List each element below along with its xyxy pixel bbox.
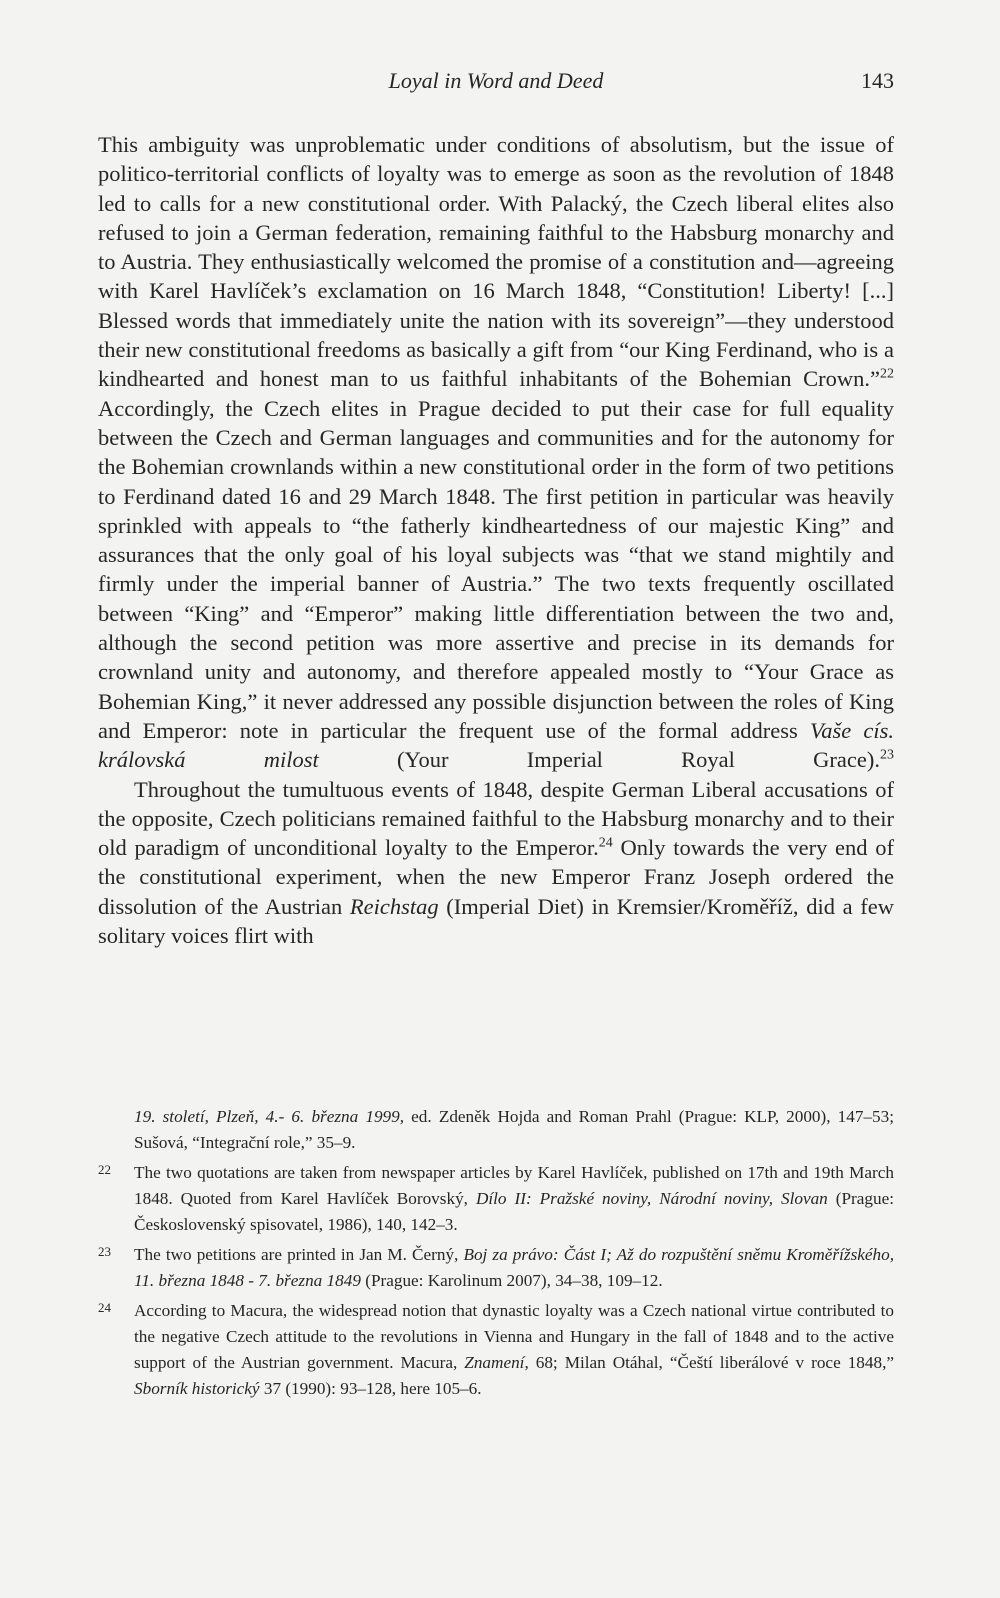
footnote-23 bbox=[98, 1242, 894, 1294]
page-number: 143 bbox=[861, 68, 894, 93]
text-segment: This ambiguity was unproblematic under conditions of absolutism, but the issue of politico-territorial conflicts of loyalty was to emerge as soon as the revolution of 1848 led to calls for a new constitutional order. With Palacký, the Czech liberal elites also refused to join a German federation, remaining faithful to the Habsburg monarchy and to Austria. They enthusiastically welcomed the promise of a constitution and—agreeing with Karel Havlíček’s exclamation on 16 March 1848, “Constitution! Liberty! [...] Blessed words that immediately unite the nation with its sovereign”—they understood their new constitutional freedoms as basically a gift from “our King Ferdinand, who is a kindhearted and honest man to us faithful inhabitants of the Bohemian Crown.” bbox=[98, 132, 894, 392]
footnote-number: 22 bbox=[98, 1162, 111, 1177]
text-segment: Accordingly, the Czech elites in Prague decided to put their case for full equality between the Czech and German languages and communities and for the autonomy for the Bohemian crownlands within a new constitutional order in the form of two petitions to Ferdinand dated 16 and 29 March 1848. The first petition in particular was heavily sprinkled with appeals to “the fatherly kindheartedness of our majestic King” and assurances that the only goal of his loyal subjects was “that we stand mightily and firmly under the imperial banner of Austria.” The two texts frequently oscillated between “King” and “Emperor” making little differentiation between the two and, although the second petition was more assertive and precise in its demands for crownland unity and autonomy, and therefore appealed mostly to “Your Grace as Bohemian King,” it never addressed any possible disjunction between the roles of King and Emperor: note in particular the frequent use of the formal address bbox=[98, 395, 894, 743]
italic-text: Reichstag bbox=[349, 893, 439, 919]
paragraph bbox=[98, 775, 894, 951]
text-segment: (Imperial Diet) in Kremsier/Kroměříž, did a few solitary voices flirt with bbox=[98, 893, 894, 949]
page-header bbox=[98, 66, 894, 96]
text-segment: (Your Imperial Royal Grace). bbox=[318, 747, 880, 773]
italic-text: Vaše cís. královská milost bbox=[98, 717, 894, 773]
footnote-number: 23 bbox=[98, 1244, 111, 1259]
text-segment: Only towards the very end of the constitutional experiment, when the new Emperor Franz Joseph ordered the dissolution of the Austrian bbox=[98, 835, 894, 919]
italic-text: 19. století, Plzeň, 4.- 6. března 1999, bbox=[134, 1107, 405, 1126]
running-title: Loyal in Word and Deed bbox=[388, 68, 604, 93]
text-segment: 37 (1990): 93–128, here 105–6. bbox=[259, 1379, 482, 1398]
text-segment: ed. Zdeněk Hojda and Roman Prahl (Prague: KLP, 2000), 147–53; Sušová, “Integrační role,” 35–9. bbox=[134, 1107, 894, 1152]
footnote-continuation bbox=[98, 1104, 894, 1156]
main-text bbox=[98, 130, 894, 950]
footnote-24 bbox=[98, 1298, 894, 1402]
text-segment: , 68; Milan Otáhal, “Čeští liberálové v roce 1848,” bbox=[524, 1353, 894, 1372]
italic-text: Sborník historický bbox=[134, 1379, 260, 1398]
paragraph bbox=[98, 130, 894, 775]
footnote-number: 24 bbox=[98, 1300, 111, 1315]
footnote-marker: 24 bbox=[598, 835, 613, 851]
text-segment: (Prague: Karolinum 2007), 34–38, 109–12. bbox=[360, 1271, 663, 1290]
text-segment: Throughout the tumultuous events of 1848, despite German Liberal accusations of the opposite, Czech politicians remained faithful to the Habsburg monarchy and to their old paradigm of unconditional loyalty to the Emperor. bbox=[98, 776, 894, 861]
text-segment: The two petitions are printed in Jan M. Černý, bbox=[134, 1245, 464, 1264]
footnote-marker: 23 bbox=[880, 747, 894, 763]
italic-text: Dílo II: Pražské noviny, Národní noviny, Slovan bbox=[475, 1189, 828, 1208]
footnotes bbox=[98, 1104, 894, 1406]
footnote-22 bbox=[98, 1160, 894, 1238]
text-segment: The two quotations are taken from newspaper articles by Karel Havlíček, published on 17th and 19th March 1848. Quoted from Karel Havlíček Borovský, bbox=[134, 1163, 894, 1208]
text-segment: According to Macura, the widespread notion that dynastic loyalty was a Czech national virtue contributed to the negative Czech attitude to the revolutions in Vienna and Hungary in the fall of 1848 and to the active support of the Austrian government. Macura, bbox=[134, 1301, 894, 1372]
italic-text: Boj za právo: Část I; Až do rozpuštění sněmu Kroměřížského, 11. března 1848 - 7. března 1849 bbox=[134, 1245, 895, 1290]
footnote-marker: 22 bbox=[880, 366, 894, 382]
text-segment: (Prague: Československý spisovatel, 1986), 140, 142–3. bbox=[134, 1189, 894, 1234]
italic-text: Znamení bbox=[464, 1353, 525, 1372]
